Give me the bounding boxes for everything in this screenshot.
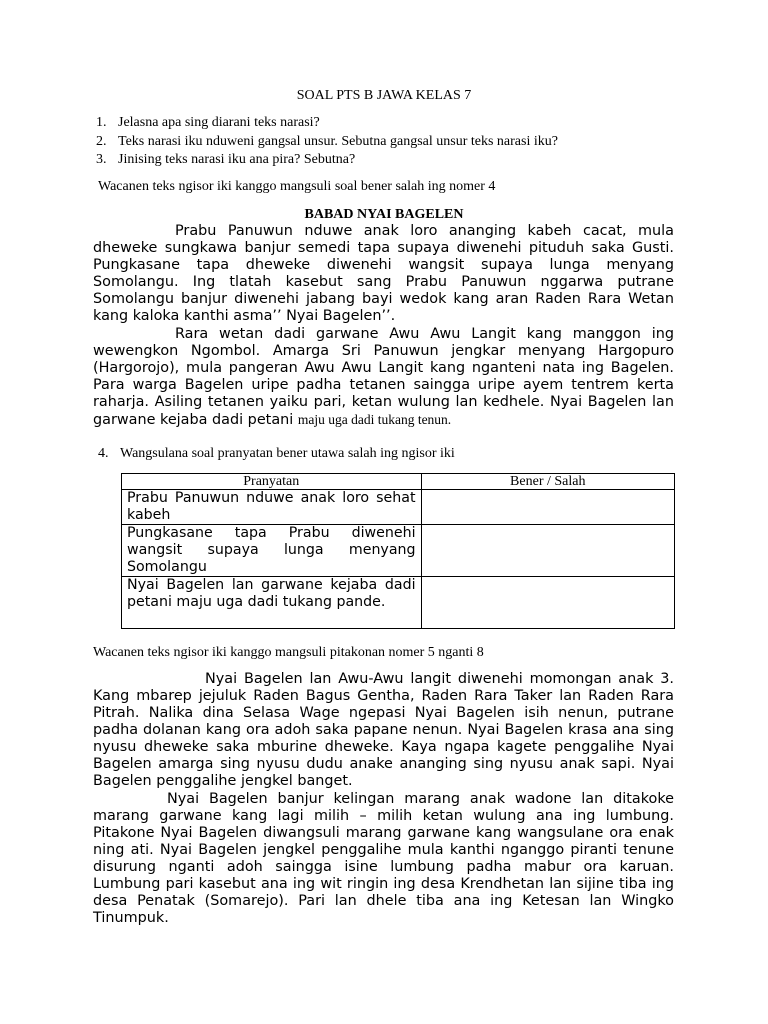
story-paragraph (93, 326, 674, 429)
question-number: 4. (98, 446, 109, 461)
table-row (122, 490, 675, 525)
question-list (96, 114, 696, 170)
answer-cell[interactable] (421, 577, 674, 629)
question-item (98, 446, 455, 462)
question-number: 2. (96, 133, 107, 149)
question-text: Jinising teks narasi iku ana pira? Sebutna? (118, 152, 356, 167)
answer-cell[interactable] (421, 525, 674, 577)
answer-cell[interactable] (421, 490, 674, 525)
story-title: BABAD NYAI BAGELEN (304, 207, 464, 222)
table-row (122, 525, 675, 577)
question-text: Jelasna apa sing diarani teks narasi? (118, 115, 320, 130)
story-paragraph: Nyai Bagelen lan Awu-Awu langit diwenehi momongan anak 3. Kang mbarep jejuluk Raden Bagus Gentha, Raden Rara Taker lan Raden Rara Pitrah. Nalika dina Selasa Wage ngepasi Nyai Bagelen isih nenun, putrane padha dolanan kang ora adoh saka papane nenun. Nyai Bagelen krasa ana sing nyusu dheweke saka mburine dheweke. Kaya ngapa kagete penggalihe Nyai Bagelen amarga sing nyusu dudu anake ananging sing nyusu anak sapi. Nyai Bagelen penggalihe jengkel banget. (93, 671, 674, 789)
question-number: 3. (96, 152, 107, 167)
story-paragraph-tail: maju uga dadi tukang tenun. (297, 412, 452, 427)
table-header-row (122, 474, 675, 490)
page-title: SOAL PTS B JAWA KELAS 7 (296, 88, 472, 103)
question-item (96, 133, 696, 152)
story-paragraph: Prabu Panuwun nduwe anak loro ananging kabeh cacat, mula dheweke sungkawa banjur semedi tapa supaya diwenehi pituduh saka Gusti. Pungkasane tapa dheweke diwenehi wangsit supaya lunga menyang Somolangu. Ing tlatah kasebut sang Prabu Panuwun nggarwa putrane Somolangu banjur diwenehi jabang bayi wedok kang aran Raden Rara Wetan kang kaloka kanthi asma’’ Nyai Bagelen’’. (93, 223, 674, 324)
statement-cell: Nyai Bagelen lan garwane kejaba dadi petani maju uga dadi tukang pande. (122, 577, 422, 629)
statement-cell: Prabu Panuwun nduwe anak loro sehat kabeh (122, 490, 422, 525)
column-header-answer: Bener / Salah (421, 474, 674, 490)
column-header-statement: Pranyatan (122, 474, 422, 490)
instruction-text: Wacanen teks ngisor iki kanggo mangsuli pitakonan nomer 5 nganti 8 (93, 645, 484, 660)
story-paragraph-text: Rara wetan dadi garwane Awu Awu Langit kang manggon ing wewengkon Ngombol. Amarga Sri Panuwun jengkar menyang Hargopuro (Hargorojo), mula pangeran Awu Awu Langit kang nganteni nata ing Bagelen. Para warga Bagelen uripe padha tetanen saingga uripe ayem tentrem kerta raharja. Asiling tetanen yaiku pari, ketan wulung lan kedhele. Nyai Bagelen lan garwane kejaba dadi petani (93, 326, 674, 428)
question-item (96, 114, 696, 133)
statement-cell: Pungkasane tapa Prabu diwenehi wangsit supaya lunga menyang Somolangu (122, 525, 422, 577)
table-row (122, 577, 675, 629)
question-text: Teks narasi iku nduweni gangsal unsur. Sebutna gangsal unsur teks narasi iku? (118, 133, 558, 149)
story-paragraph: Nyai Bagelen banjur kelingan marang anak wadone lan ditakoke marang garwane kang lagi milih – milih ketan wulung ana ing lumbung. Pitakone Nyai Bagelen diwangsuli marang garwane kang wangsulane ora enak ning ati. Nyai Bagelen jengkel penggalihe mula kanthi nganggo piranti tenune disurung nganti adoh saingga isine lumbung padha mabur ora karuan. Lumbung pari kasebut ana ing wit ringin ing desa Krendhetan lan sijine tiba ing desa Penatak (Somarejo). Pari lan dhele tiba ana ing Ketesan lan Wingko Tinumpuk. (93, 791, 674, 926)
instruction-text: Wacanen teks ngisor iki kanggo mangsuli soal bener salah ing nomer 4 (98, 179, 496, 194)
statement-table (121, 473, 675, 629)
question-item (96, 151, 696, 170)
question-number: 1. (96, 115, 107, 130)
question-text: Wangsulana soal pranyatan bener utawa salah ing ngisor iki (120, 446, 455, 461)
